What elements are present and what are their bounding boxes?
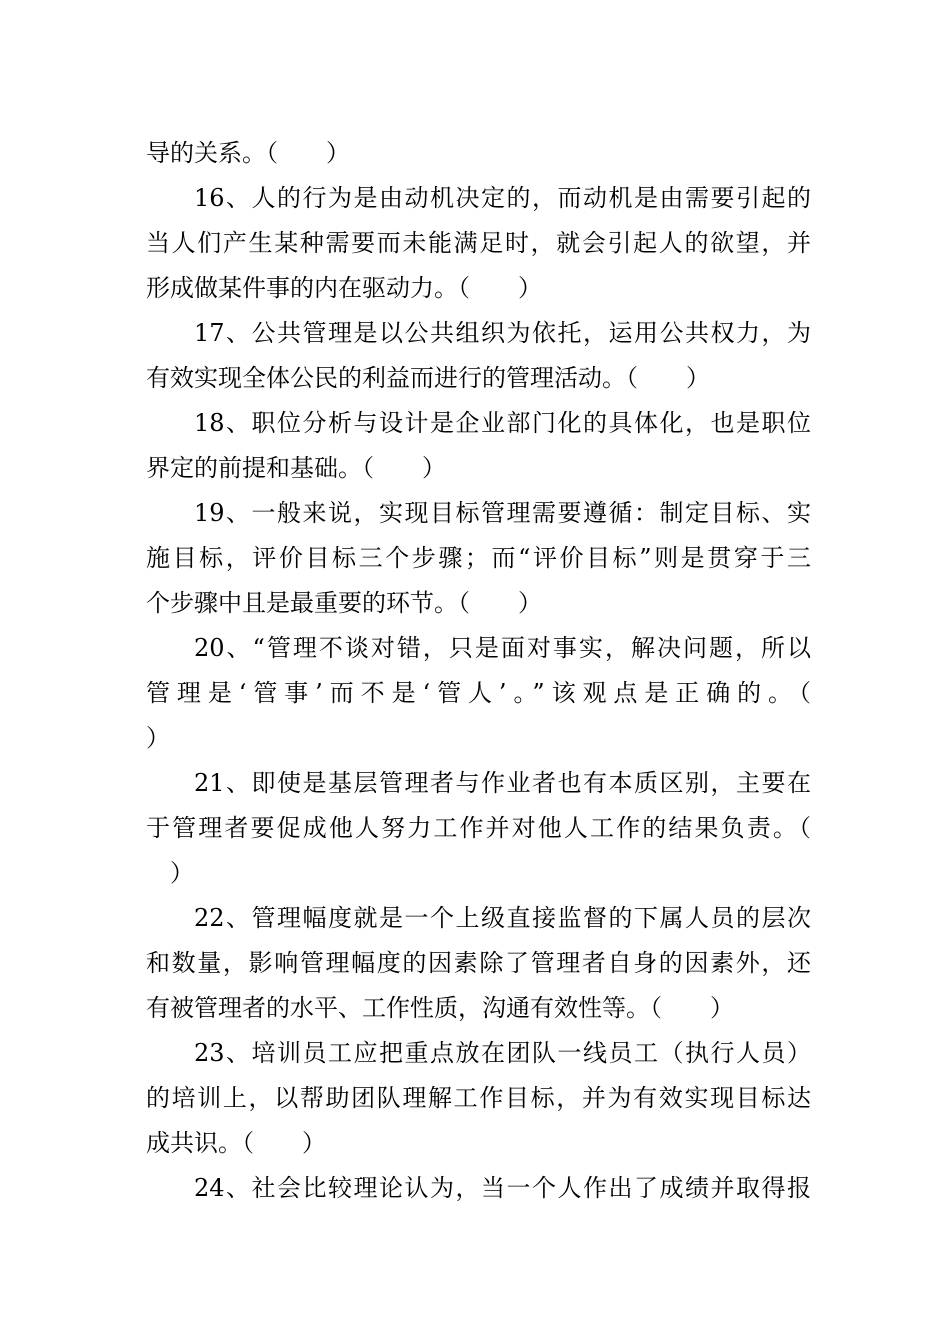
question-18-line: 18、职位分析与设计是企业部门化的具体化，也是职位 — [194, 409, 811, 437]
text-line: 当人们产生某种需要而未能满足时，就会引起人的欲望，并 — [146, 229, 811, 257]
question-20-line: 20、“管理不谈对错，只是面对事实，解决问题，所以 — [194, 634, 811, 662]
question-24-line: 24、社会比较理论认为，当一个人作出了成绩并取得报 — [194, 1174, 811, 1202]
text-line: 管理是‘管事’而不是‘管人’。”该观点是正确的。（ — [146, 679, 811, 707]
text-line: 的培训上，以帮助团队理解工作目标，并为有效实现目标达 — [146, 1084, 811, 1112]
question-23-line: 23、培训员工应把重点放在团队一线员工（执行人员） — [194, 1039, 811, 1067]
text-line: 施目标，评价目标三个步骤；而“评价目标”则是贯穿于三 — [146, 544, 811, 572]
text-line: 成共识。（ ） — [146, 1129, 326, 1157]
text-line: 于管理者要促成他人努力工作并对他人工作的结果负责。（ — [146, 814, 811, 842]
text-line: ） — [146, 724, 170, 752]
question-22-line: 22、管理幅度就是一个上级直接监督的下属人员的层次 — [194, 904, 811, 932]
text-line: 形成做某件事的内在驱动力。（ ） — [146, 274, 542, 302]
question-16-line: 16、人的行为是由动机决定的，而动机是由需要引起的 — [194, 184, 811, 212]
question-17-line: 17、公共管理是以公共组织为依托，运用公共权力，为 — [194, 319, 811, 347]
text-line: 导的关系。（ ） — [146, 139, 350, 167]
question-19-line: 19、一般来说，实现目标管理需要遵循：制定目标、实 — [194, 499, 811, 527]
text-line: 有效实现全体公民的利益而进行的管理活动。（ ） — [146, 364, 710, 392]
text-line: 和数量，影响管理幅度的因素除了管理者自身的因素外，还 — [146, 949, 811, 977]
text-line: 有被管理者的水平、工作性质，沟通有效性等。（ ） — [146, 994, 734, 1022]
text-line: 个步骤中且是最重要的环节。（ ） — [146, 589, 542, 617]
text-line: ） — [146, 859, 194, 887]
question-21-line: 21、即使是基层管理者与作业者也有本质区别，主要在 — [194, 769, 811, 797]
text-line: 界定的前提和基础。（ ） — [146, 454, 446, 482]
